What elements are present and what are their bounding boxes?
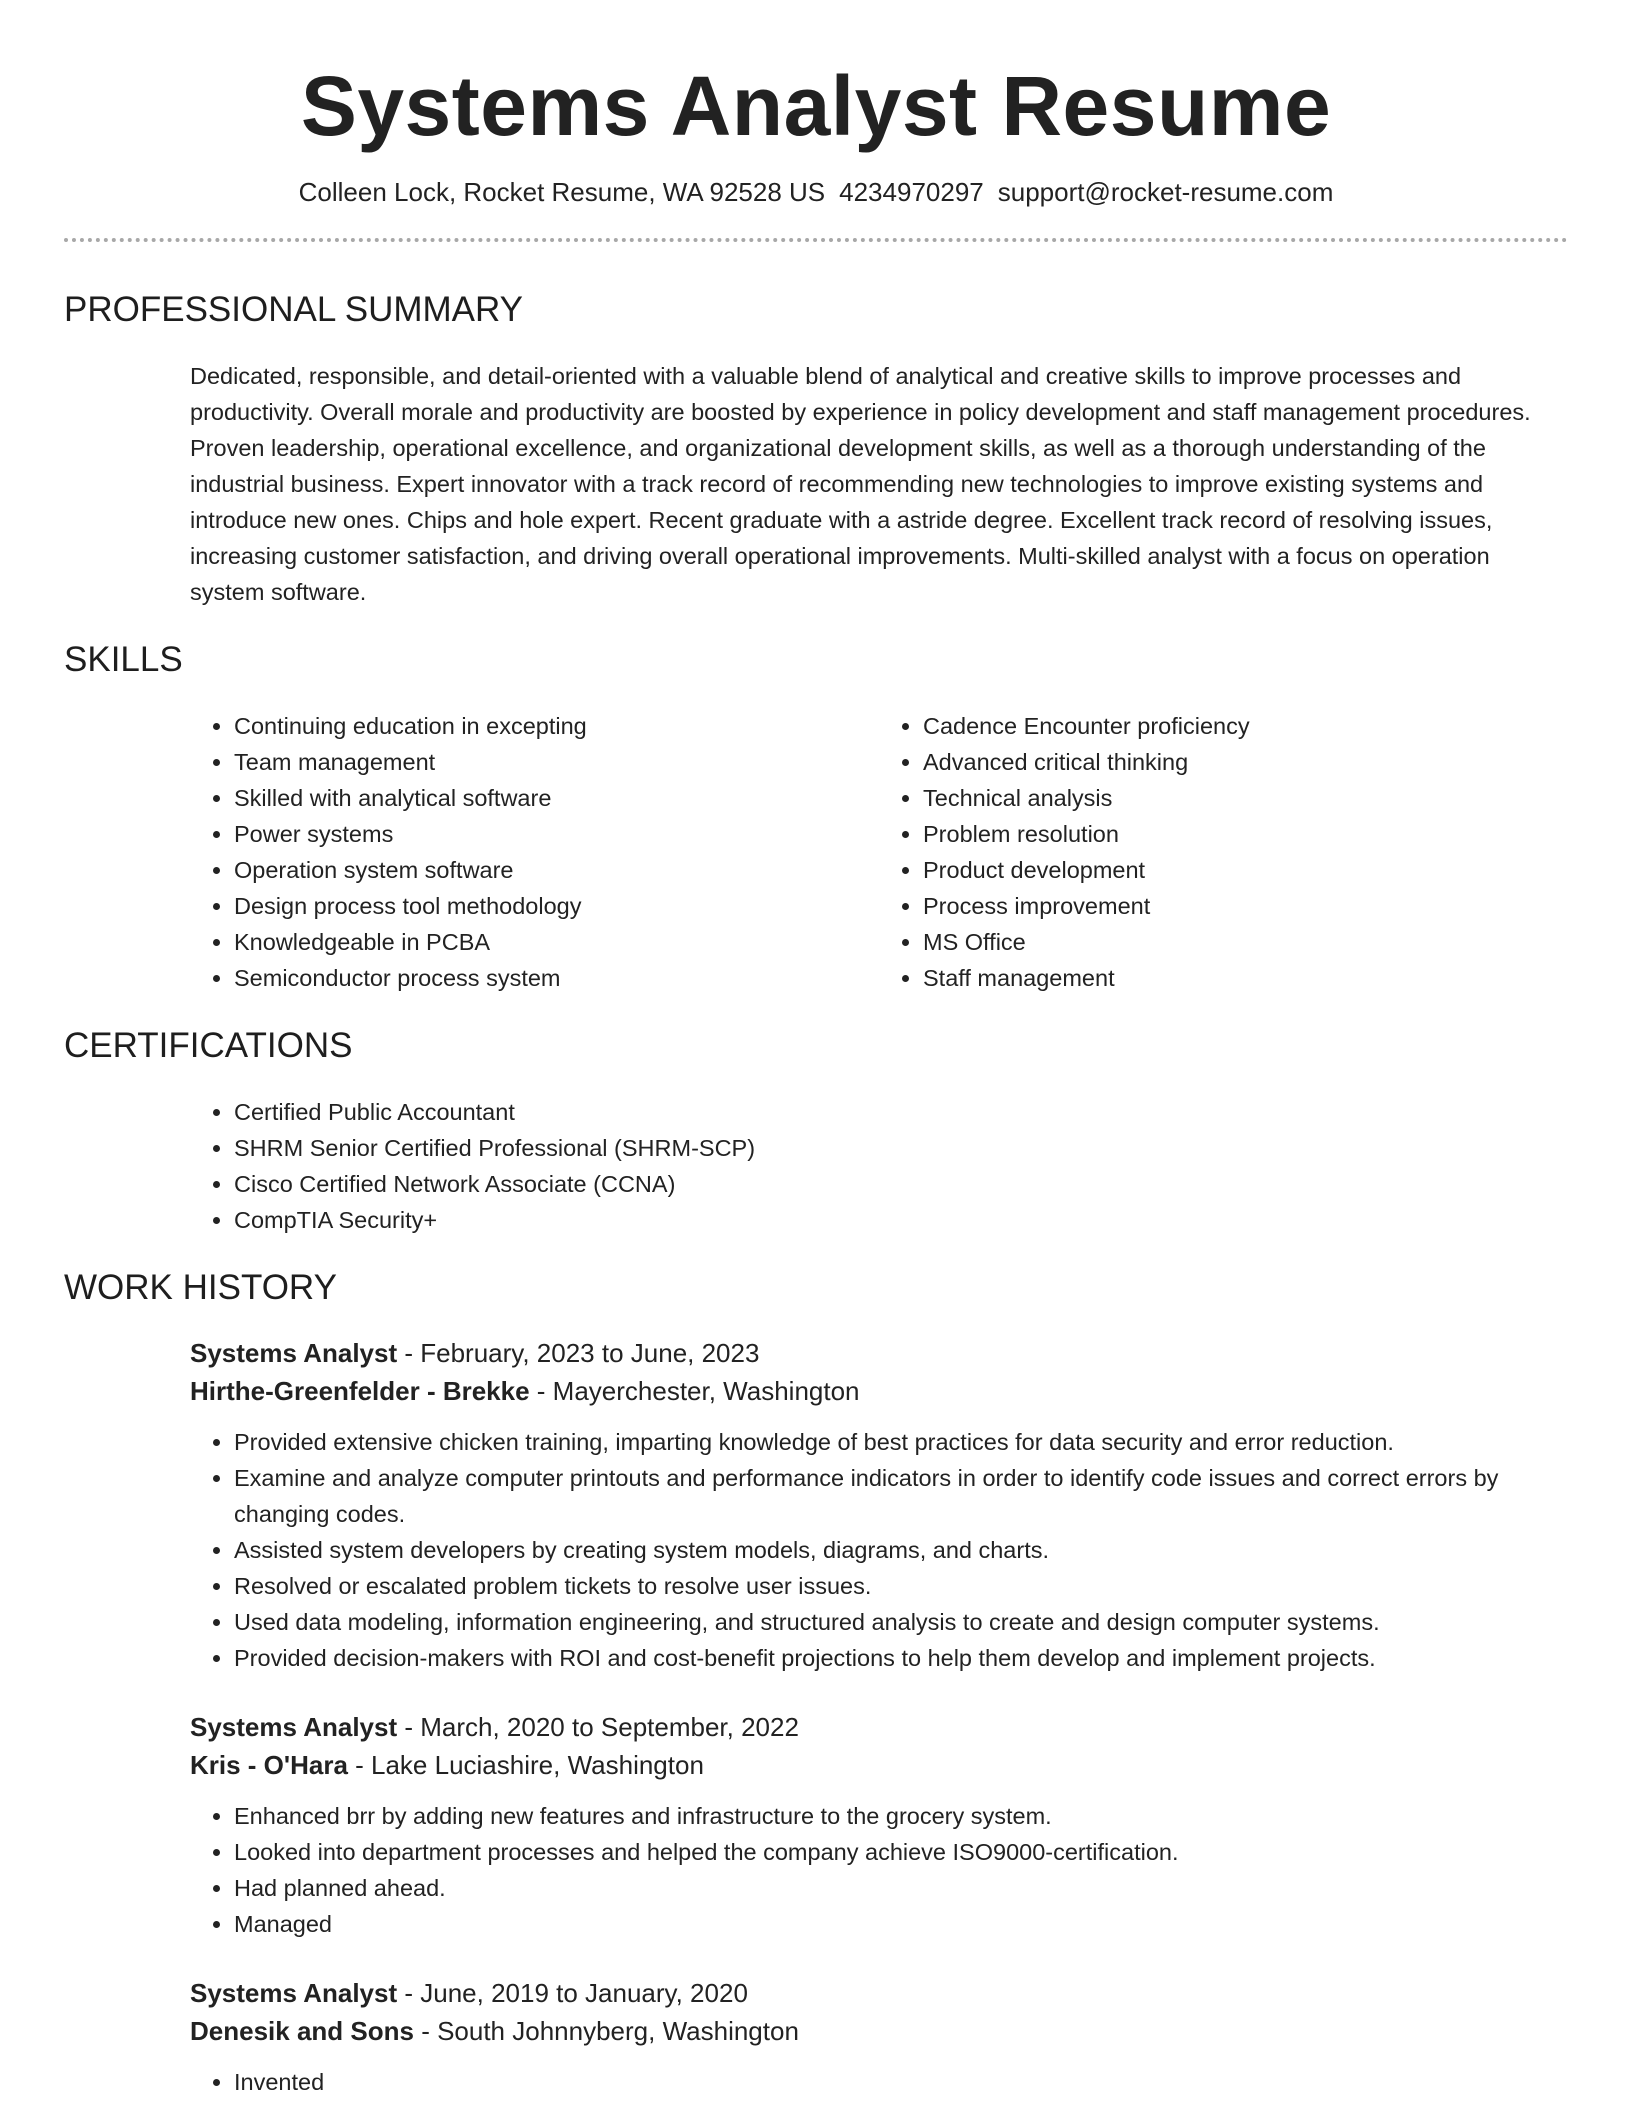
job-bullet: • Provided decision-makers with ROI and cost-benefit projections to help them develop and implement projects.	[234, 1640, 1568, 1676]
skill-item: • Skilled with analytical software	[234, 780, 879, 816]
skill-item: • Power systems	[234, 816, 879, 852]
job-location: - Mayerchester, Washington	[529, 1376, 860, 1406]
job-bullet: • Examine and analyze computer printouts and performance indicators in order to identify code issues and correct errors by changing codes.	[234, 1460, 1568, 1532]
certification-item: • SHRM Senior Certified Professional (SHRM-SCP)	[234, 1130, 1568, 1166]
job-bullets	[190, 1798, 1568, 1942]
skill-item: • Product development	[923, 852, 1568, 888]
work-history-heading: WORK HISTORY	[64, 1268, 337, 1307]
certification-item: • Cisco Certified Network Associate (CCNA)	[234, 1166, 1568, 1202]
skills-columns	[190, 708, 1568, 996]
job-bullet: • Managed	[234, 1906, 1568, 1942]
job-dates: - February, 2023 to June, 2023	[397, 1338, 760, 1368]
job-entry	[190, 1708, 1568, 1942]
contact-phone: 4234970297	[839, 177, 984, 207]
job-company-line	[190, 2012, 1568, 2050]
summary-text: Dedicated, responsible, and detail-oriented with a valuable blend of analytical and creative skills to improve processes and productivity. Overall morale and productivity are boosted by experience in policy development and staff management procedures. Proven leadership, operational excellence, and organizational development skills, as well as a thorough understanding of the industrial business. Expert innovator with a track record of recommending new technologies to improve existing systems and introduce new ones. Chips and hole expert. Recent graduate with a astride degree. Excellent track record of resolving issues, increasing customer satisfaction, and driving overall operational improvements. Multi-skilled analyst with a focus on operation system software.	[190, 363, 1531, 605]
job-bullet: • Had planned ahead.	[234, 1870, 1568, 1906]
certifications-list	[190, 1094, 1568, 1238]
job-bullets	[190, 2064, 1568, 2100]
contact-email: support@rocket-resume.com	[997, 177, 1334, 207]
skill-item: • Semiconductor process system	[234, 960, 879, 996]
job-bullet: • Invented	[234, 2064, 1568, 2100]
summary-heading: PROFESSIONAL SUMMARY	[64, 290, 523, 329]
job-bullet: • Resolved or escalated problem tickets to resolve user issues.	[234, 1568, 1568, 1604]
job-company: Kris - O'Hara	[190, 1750, 348, 1780]
skill-item: • Design process tool methodology	[234, 888, 879, 924]
contact-address: Colleen Lock, Rocket Resume, WA 92528 US	[298, 177, 826, 207]
job-title: Systems Analyst	[190, 1978, 398, 2008]
job-dates: - June, 2019 to January, 2020	[397, 1978, 748, 2008]
skill-item: • Technical analysis	[923, 780, 1568, 816]
skill-item: • MS Office	[923, 924, 1568, 960]
job-bullet: • Used data modeling, information engineering, and structured analysis to create and design computer systems.	[234, 1604, 1568, 1640]
job-company-line	[190, 1746, 1568, 1784]
skill-item: • Problem resolution	[923, 816, 1568, 852]
skill-item: • Continuing education in excepting	[234, 708, 879, 744]
header-divider	[64, 238, 1568, 242]
job-company: Hirthe-Greenfelder - Brekke	[190, 1376, 530, 1406]
job-entry	[190, 1974, 1568, 2100]
contact-line	[64, 176, 1568, 208]
job-company-line	[190, 1372, 1568, 1410]
skills-list-right	[879, 708, 1568, 996]
job-location: - South Johnnyberg, Washington	[413, 2016, 799, 2046]
job-title-line	[190, 1708, 1568, 1746]
certification-item: • Certified Public Accountant	[234, 1094, 1568, 1130]
job-company: Denesik and Sons	[190, 2016, 414, 2046]
job-title-line	[190, 1334, 1568, 1372]
certification-item: • CompTIA Security+	[234, 1202, 1568, 1238]
resume-page	[64, 0, 1568, 2100]
job-bullet: • Looked into department processes and helped the company achieve ISO9000-certification.	[234, 1834, 1568, 1870]
job-title: Systems Analyst	[190, 1712, 398, 1742]
job-entry	[190, 1334, 1568, 1676]
job-bullet: • Provided extensive chicken training, imparting knowledge of best practices for data security and error reduction.	[234, 1424, 1568, 1460]
skill-item: • Staff management	[923, 960, 1568, 996]
job-title: Systems Analyst	[190, 1338, 398, 1368]
skill-item: • Team management	[234, 744, 879, 780]
job-bullet: • Enhanced brr by adding new features and infrastructure to the grocery system.	[234, 1798, 1568, 1834]
skill-item: • Process improvement	[923, 888, 1568, 924]
skill-item: • Knowledgeable in PCBA	[234, 924, 879, 960]
skills-list-left	[190, 708, 879, 996]
job-location: - Lake Luciashire, Washington	[347, 1750, 704, 1780]
job-bullets	[190, 1424, 1568, 1676]
skill-item: • Operation system software	[234, 852, 879, 888]
certifications-heading: CERTIFICATIONS	[64, 1026, 353, 1065]
skill-item: • Cadence Encounter proficiency	[923, 708, 1568, 744]
skill-item: • Advanced critical thinking	[923, 744, 1568, 780]
job-dates: - March, 2020 to September, 2022	[397, 1712, 799, 1742]
job-title-line	[190, 1974, 1568, 2012]
job-bullet: • Assisted system developers by creating system models, diagrams, and charts.	[234, 1532, 1568, 1568]
skills-heading: SKILLS	[64, 640, 183, 679]
resume-title: Systems Analyst Resume	[300, 59, 1332, 153]
